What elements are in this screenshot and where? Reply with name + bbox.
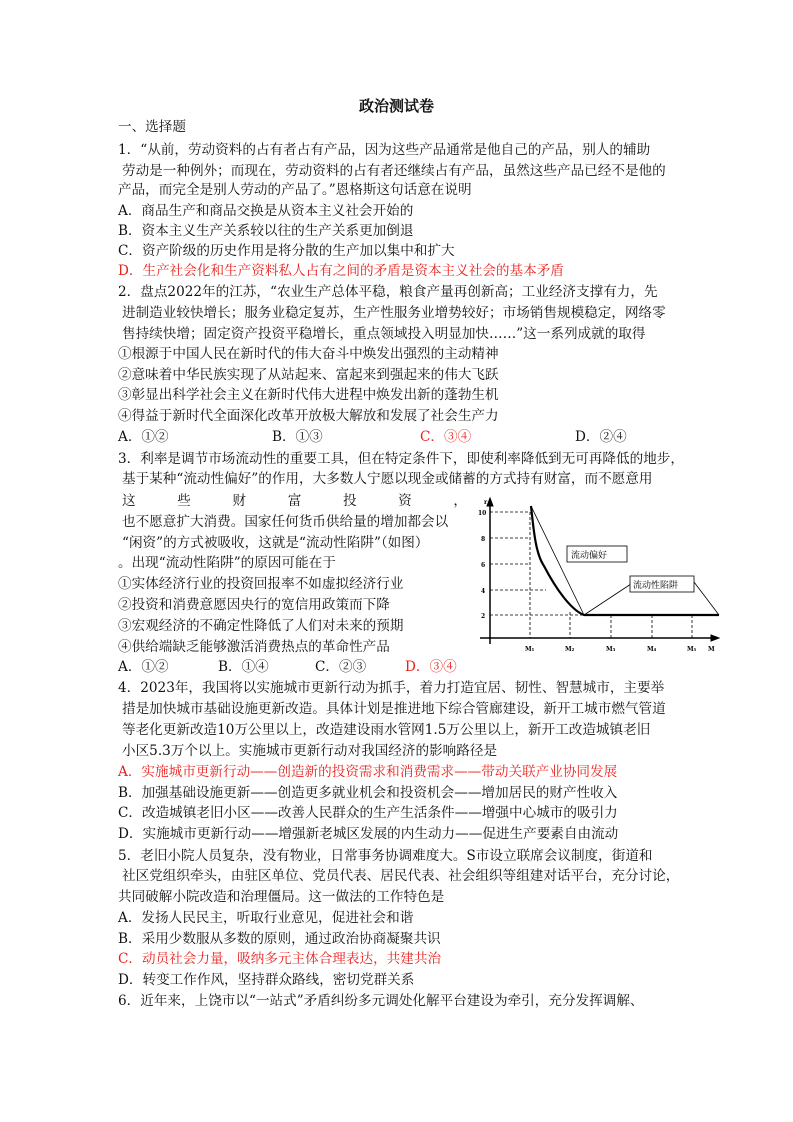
text-line: 售持续快增；固定资产投资平稳增长，重点领域投入明显加快……”这一系列成就的取得 — [122, 326, 646, 342]
text-line: ③宏观经济的不确定性降低了人们对未来的预期 — [118, 618, 404, 634]
text-line: C．改造城镇老旧小区——改善人民群众的生产生活条件——增强中心城市的吸引力 — [118, 805, 618, 821]
justified-char: 这 — [122, 493, 136, 509]
answer-option: B．①③ — [272, 429, 323, 445]
x-axis-label: M — [708, 646, 715, 653]
answer-line: A．实施城市更新行动——创造新的投资需求和消费需求——带动关联产业协同发展 — [118, 764, 618, 780]
justified-char: ， — [453, 493, 467, 509]
text-line: 2．盘点2022年的江苏，“农业生产总体平稳，粮食产量再创新高；工业经济支撑有力，先 — [118, 284, 658, 300]
x-tick: M₄ — [647, 646, 657, 653]
text-line: 4．2023年，我国将以实施城市更新行动为抓手，着力打造宜居、韧性、智慧城市，主要举 — [118, 680, 665, 696]
text-line: ①实体经济行业的投资回报率不如虚拟经济行业 — [118, 576, 404, 592]
text-line: C．资产阶级的历史作用是将分散的生产加以集中和扩大 — [118, 243, 455, 259]
answer-option: A．①② — [118, 659, 169, 675]
answer-option: C．②③ — [315, 659, 367, 675]
text-line: A．发扬人民民主，听取行业意见，促进社会和谐 — [118, 910, 414, 926]
x-tick: M₃ — [606, 646, 616, 653]
y-tick: 4 — [481, 588, 486, 595]
x-tick: M₂ — [565, 646, 575, 653]
text-line: ①根源于中国人民在新时代的伟大奋斗中焕发出强烈的主动精神 — [118, 346, 499, 362]
text-line: ②投资和消费意愿因央行的宽信用政策而下降 — [118, 597, 390, 613]
answer-option: D．③④ — [405, 659, 457, 675]
justified-char: 些 — [177, 493, 191, 509]
text-line: 基于某种“流动性偏好”的作用，大多数人宁愿以现金或储蓄的方式持有财富，而不愿意用 — [122, 471, 653, 487]
answer-option: C．③④ — [420, 429, 472, 445]
y-axis-label: r — [484, 499, 488, 506]
text-line: D．实施城市更新行动——增强新老城区发展的内生动力——促进生产要素自由流动 — [118, 826, 619, 842]
text-line: 进制造业较快增长；服务业稳定复苏，生产性服务业增势较好；市场销售规模稳定，网络零 — [122, 305, 666, 321]
text-line: B．资本主义生产关系较以往的生产关系更加倒退 — [118, 223, 414, 239]
text-line: A．商品生产和商品交换是从资本主义社会开始的 — [118, 203, 414, 219]
liquidity-trap-figure — [476, 494, 720, 656]
text-line: 一、选择题 — [118, 119, 186, 135]
text-line: B．采用少数服从多数的原则，通过政治协商凝聚共识 — [118, 931, 441, 947]
text-line: 等老化更新改造10万公里以上，改造建设雨水管网1.5万公里以上，新开工改造城镇老旧 — [122, 722, 651, 738]
y-tick: 6 — [481, 562, 486, 569]
y-tick: 8 — [481, 536, 486, 543]
answer-option: D．②④ — [575, 429, 627, 445]
callout-liquidity-trap: 流动性陷阱 — [633, 581, 679, 591]
text-line: B．加强基础设施更新——创造更多就业机会和投资机会——增加居民的财产性收入 — [118, 785, 618, 801]
text-line: 6．近年来，上饶市以“一站式”矛盾纠纷多元调处化解平台建设为牵引，充分发挥调解、 — [118, 993, 644, 1009]
x-tick: M₅ — [687, 646, 697, 653]
justified-line — [122, 491, 467, 511]
text-line: 社区党组织牵头，由驻区单位、党员代表、居民代表、社会组织等组建对话平台，充分讨论， — [122, 868, 680, 884]
text-line: 共同破解小院改造和治理僵局。这一做法的工作特色是 — [118, 889, 445, 905]
x-tick: M₁ — [525, 646, 535, 653]
page-title: 政治测试卷 — [358, 97, 434, 115]
text-line: 劳动是一种例外；而现在，劳动资料的占有者还继续占有产品，虽然这些产品已经不是他的 — [122, 163, 666, 179]
y-tick: 10 — [478, 510, 487, 517]
justified-char: 资 — [398, 493, 412, 509]
text-line: “闲资”的方式被吸收，这就是“流动性陷阱”（如图） — [122, 535, 429, 551]
justified-char: 财 — [232, 493, 247, 509]
text-line: ③彰显出科学社会主义在新时代伟大进程中焕发出新的蓬勃生机 — [118, 387, 499, 403]
justified-char: 富 — [287, 493, 302, 509]
text-line: 产品，而完全是别人劳动的产品了。”恩格斯这句话意在说明 — [118, 182, 472, 198]
justified-char: 投 — [342, 493, 357, 509]
x-axis-arrow — [711, 635, 719, 641]
answer-line: D．生产社会化和生产资料私人占有之间的矛盾是资本主义社会的基本矛盾 — [118, 263, 564, 279]
y-axis-arrow — [487, 498, 493, 506]
y-tick: 2 — [481, 613, 486, 620]
answer-line: C．动员社会力量，吸纳多元主体合理表达，共建共治 — [118, 951, 442, 967]
callout-liquidity-preference: 流动偏好 — [571, 551, 608, 561]
text-line: 1．“从前，劳动资料的占有者占有产品，因为这些产品通常是他自己的产品，别人的辅助 — [118, 142, 651, 158]
text-line: 小区5.3万个以上。实施城市更新行动对我国经济的影响路径是 — [122, 743, 498, 759]
text-line: 。出现“流动性陷阱”的原因可能在于 — [118, 555, 336, 571]
text-line: ④得益于新时代全面深化改革开放极大解放和发展了社会生产力 — [118, 408, 499, 424]
answer-option: B．①④ — [218, 659, 269, 675]
text-line: ②意味着中华民族实现了从站起来、富起来到强起来的伟大飞跃 — [118, 367, 499, 383]
text-line: D．转变工作作风，坚持群众路线，密切党群关系 — [118, 972, 415, 988]
text-line: ④供给端缺乏能够激活消费热点的革命性产品 — [118, 639, 390, 655]
text-line: 5．老旧小院人员复杂，没有物业，日常事务协调难度大。S市设立联席会议制度，街道和 — [118, 848, 653, 864]
text-line: 也不愿意扩大消费。国家任何货币供给量的增加都会以 — [122, 514, 449, 530]
text-line: 措是加快城市基础设施更新改造。具体计划是推进地下综合管廊建设，新开工城市燃气管道 — [122, 701, 666, 717]
text-line: 3．利率是调节市场流动性的重要工具，但在特定条件下，即使利率降低到无可再降低的地步， — [118, 451, 684, 467]
answer-option: A．①② — [118, 429, 169, 445]
